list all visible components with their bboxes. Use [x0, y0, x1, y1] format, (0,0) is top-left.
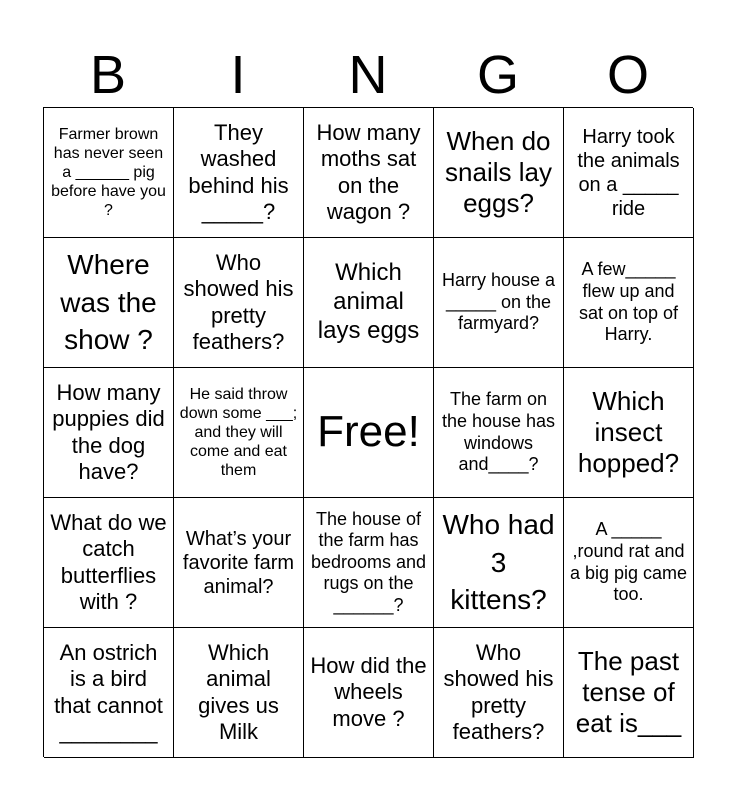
cell-text: Who showed his pretty feathers? [443, 639, 554, 744]
bingo-cell-r1c1[interactable] [44, 108, 174, 238]
free-space-text: Free! [317, 407, 420, 457]
cell-text: A few_____ flew up and sat on top of Harry. [578, 259, 679, 345]
bingo-header [43, 44, 693, 106]
bingo-cell-free[interactable] [304, 368, 434, 498]
header-letter-n: N [348, 45, 388, 105]
bingo-cell-r4c3[interactable] [304, 498, 434, 628]
bingo-cell-r5c2[interactable] [174, 628, 304, 758]
cell-text: The past tense of eat is___ [575, 645, 682, 739]
bingo-cell-r1c4[interactable] [434, 108, 564, 238]
bingo-cell-r2c3[interactable] [304, 238, 434, 368]
bingo-cell-r3c2[interactable] [174, 368, 304, 498]
cell-text: Harry house a _____ on the farmyard? [441, 270, 556, 334]
bingo-cell-r3c4[interactable] [434, 368, 564, 498]
cell-text: When do snails lay eggs? [445, 125, 552, 219]
bingo-cell-r1c5[interactable] [564, 108, 694, 238]
header-letter-g: G [476, 45, 519, 105]
cell-text: He said throw down some ___; and they will come and eat them [179, 385, 298, 480]
cell-text: Where was the show ? [60, 248, 157, 356]
cell-text: What’s your favorite farm animal? [182, 527, 295, 598]
cell-text: Harry took the animals on a _____ ride [577, 125, 680, 220]
bingo-cell-r5c5[interactable] [564, 628, 694, 758]
cell-text: Farmer brown has never seen a ______ pig before have you ? [51, 125, 166, 220]
cell-text: Which animal lays eggs [317, 259, 420, 344]
bingo-cell-r3c5[interactable] [564, 368, 694, 498]
cell-text: Which insect hopped? [577, 385, 680, 479]
bingo-cell-r3c1[interactable] [44, 368, 174, 498]
cell-text: How many moths sat on the wagon ? [316, 119, 421, 224]
cell-text: How many puppies did the dog have? [52, 379, 165, 484]
cell-text: An ostrich is a bird that cannot ________ [54, 639, 163, 744]
bingo-cell-r4c1[interactable] [44, 498, 174, 628]
bingo-cell-r1c3[interactable] [304, 108, 434, 238]
bingo-cell-r5c1[interactable] [44, 628, 174, 758]
cell-text: The farm on the house has windows and____? [441, 389, 556, 475]
bingo-board [43, 107, 693, 757]
cell-text: Which animal gives us Milk [198, 639, 279, 744]
header-letter-i: I [230, 45, 246, 105]
bingo-cell-r2c2[interactable] [174, 238, 304, 368]
header-letter-o: O [606, 45, 649, 105]
cell-text: How did the wheels move ? [310, 652, 427, 731]
cell-text: Who had 3 kittens? [442, 508, 555, 616]
bingo-cell-r2c5[interactable] [564, 238, 694, 368]
cell-text: The house of the farm has bedrooms and rugs on the ______? [310, 508, 427, 615]
cell-text: What do we catch butterflies with ? [50, 509, 167, 614]
bingo-cell-r2c4[interactable] [434, 238, 564, 368]
bingo-cell-r5c4[interactable] [434, 628, 564, 758]
cell-text: Who showed his pretty feathers? [183, 249, 294, 354]
bingo-cell-r4c4[interactable] [434, 498, 564, 628]
cell-text: They washed behind his _____? [188, 119, 289, 224]
bingo-cell-r4c5[interactable] [564, 498, 694, 628]
bingo-cell-r2c1[interactable] [44, 238, 174, 368]
bingo-cell-r1c2[interactable] [174, 108, 304, 238]
bingo-cell-r4c2[interactable] [174, 498, 304, 628]
header-letter-b: B [89, 45, 127, 105]
bingo-cell-r5c3[interactable] [304, 628, 434, 758]
cell-text: A _____ ,round rat and a big pig came too. [569, 519, 688, 605]
